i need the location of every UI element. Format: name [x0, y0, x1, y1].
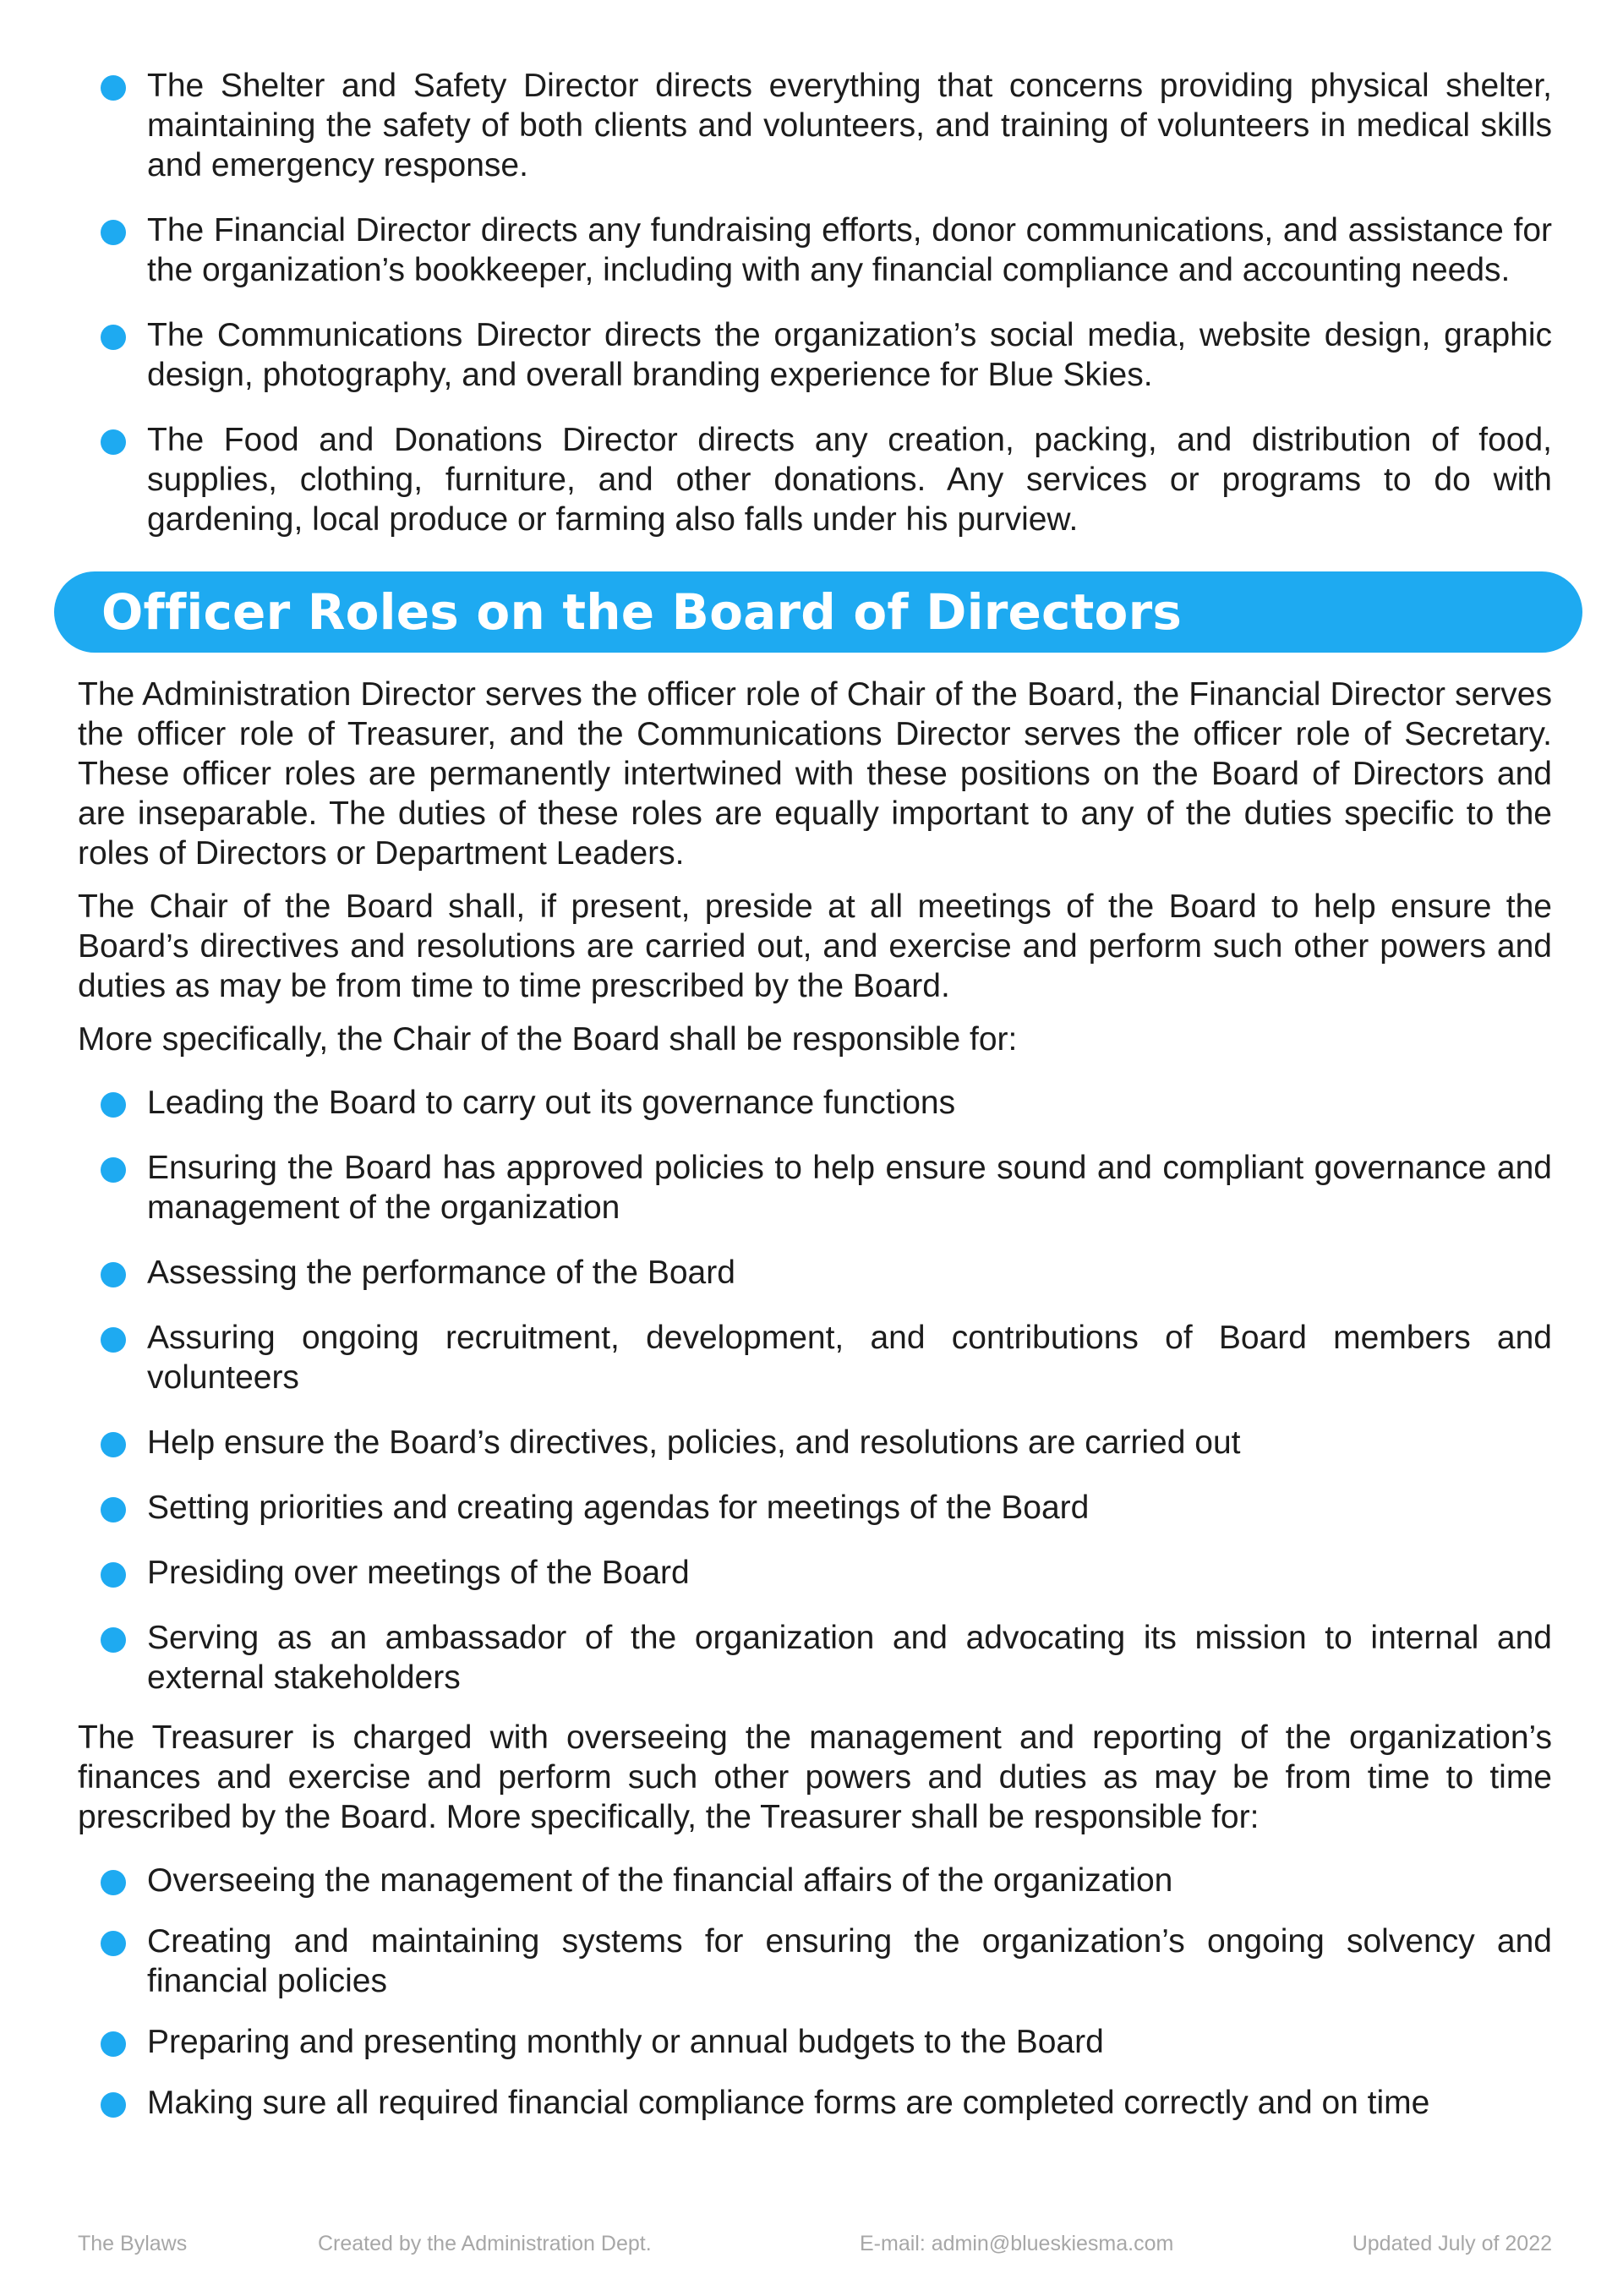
list-item-text: Setting priorities and creating agendas for meetings of the Board	[147, 1490, 1090, 1526]
list-item-text: The Financial Director directs any fundraising efforts, donor communications, and assistance for the organization’s bookkeeper, including with any financial compliance and accounting needs.	[147, 212, 1552, 288]
bullet-dot-icon	[101, 1157, 126, 1183]
chair-duties-paragraph: The Chair of the Board shall, if present, preside at all meetings of the Board to help ensure the Board’s directives and resolutions are carried out, and exercise and perform such other powers and duties as may be from time to time prescribed by the Board.	[78, 888, 1552, 1004]
intro-bullet-list	[78, 66, 1552, 539]
list-item-text: Leading the Board to carry out its governance functions	[147, 1085, 956, 1121]
officer-roles-paragraph: The Administration Director serves the officer role of Chair of the Board, the Financial Director serves the officer role of Treasurer, and the Communications Director serves the officer role of Secretary. These officer roles are permanently intertwined with these positions on the Board of Directors and are inseparable. The duties of these roles are equally important to any of the duties specific to the roles of Directors or Department Leaders.	[78, 676, 1552, 872]
list-item	[78, 66, 1552, 185]
bullet-dot-icon	[101, 1262, 126, 1287]
bullet-dot-icon	[101, 1562, 126, 1588]
list-item-text: Creating and maintaining systems for ensuring the organization’s ongoing solvency and financial policies	[147, 1923, 1552, 1999]
footer-creator: Created by the Administration Dept.	[318, 2232, 652, 2255]
list-item-text: The Communications Director directs the organization’s social media, website design, graphic design, photography, and overall branding experience for Blue Skies.	[147, 317, 1552, 393]
page-content	[78, 66, 1552, 2123]
list-item-text: Ensuring the Board has approved policies to help ensure sound and compliant governance and management of the organization	[147, 1150, 1552, 1226]
bullet-dot-icon	[101, 1432, 126, 1457]
section-heading-banner	[54, 571, 1582, 653]
footer-document-name: The Bylaws	[78, 2232, 188, 2255]
bullet-dot-icon	[101, 1627, 126, 1653]
list-item-text: Assessing the performance of the Board	[147, 1255, 735, 1291]
chair-bullet-list	[78, 1083, 1552, 1697]
list-item-text: Preparing and presenting monthly or annual budgets to the Board	[147, 2024, 1104, 2060]
list-item-text: The Shelter and Safety Director directs everything that concerns providing physical shelter, maintaining the safety of both clients and volunteers, and training of volunteers in medical skills and emergency response.	[147, 68, 1552, 183]
list-item-text: Assuring ongoing recruitment, development, and contributions of Board members and volunteers	[147, 1320, 1552, 1396]
bullet-dot-icon	[101, 220, 126, 245]
list-item	[78, 1253, 1552, 1293]
list-item	[78, 1423, 1552, 1462]
list-item	[78, 1318, 1552, 1397]
bullet-dot-icon	[101, 1497, 126, 1522]
list-item	[78, 420, 1552, 539]
list-item	[78, 315, 1552, 395]
bullet-dot-icon	[101, 2031, 126, 2057]
bullet-dot-icon	[101, 2092, 126, 2118]
list-item	[78, 1618, 1552, 1697]
section-title: Officer Roles on the Board of Directors	[101, 583, 1183, 641]
bullet-dot-icon	[101, 429, 126, 455]
chair-responsibilities-lead: More specifically, the Chair of the Board shall be responsible for:	[78, 1021, 1018, 1058]
list-item	[78, 2022, 1552, 2062]
list-item-text: Presiding over meetings of the Board	[147, 1555, 690, 1591]
list-item	[78, 1083, 1552, 1123]
list-item	[78, 210, 1552, 290]
footer-updated-date: Updated July of 2022	[1352, 2232, 1552, 2255]
treasurer-bullet-list	[78, 1861, 1552, 2123]
list-item	[78, 1922, 1552, 2001]
footer-email: E-mail: admin@blueskiesma.com	[860, 2232, 1174, 2255]
list-item	[78, 1148, 1552, 1227]
bullet-dot-icon	[101, 1870, 126, 1895]
bullet-dot-icon	[101, 1931, 126, 1956]
treasurer-paragraph: The Treasurer is charged with overseeing the management and reporting of the organization’s finances and exercise and perform such other powers and duties as may be from time to time prescribed by the Board. More specifically, the Treasurer shall be responsible for:	[78, 1719, 1552, 1835]
bullet-dot-icon	[101, 1327, 126, 1353]
list-item	[78, 1861, 1552, 1900]
bullet-dot-icon	[101, 325, 126, 350]
list-item-text: Making sure all required financial compliance forms are completed correctly and on time	[147, 2085, 1430, 2121]
list-item	[78, 1488, 1552, 1528]
list-item-text: The Food and Donations Director directs any creation, packing, and distribution of food, supplies, clothing, furniture, and other donations. Any services or programs to do with gardening, local produce or farming also falls under his purview.	[147, 422, 1552, 538]
list-item-text: Overseeing the management of the financial affairs of the organization	[147, 1862, 1173, 1899]
page-footer	[78, 2232, 1552, 2257]
bullet-dot-icon	[101, 75, 126, 101]
list-item-text: Serving as an ambassador of the organization and advocating its mission to internal and external stakeholders	[147, 1620, 1552, 1696]
bullet-dot-icon	[101, 1092, 126, 1118]
list-item	[78, 2083, 1552, 2123]
list-item	[78, 1553, 1552, 1593]
list-item-text: Help ensure the Board’s directives, policies, and resolutions are carried out	[147, 1424, 1241, 1461]
